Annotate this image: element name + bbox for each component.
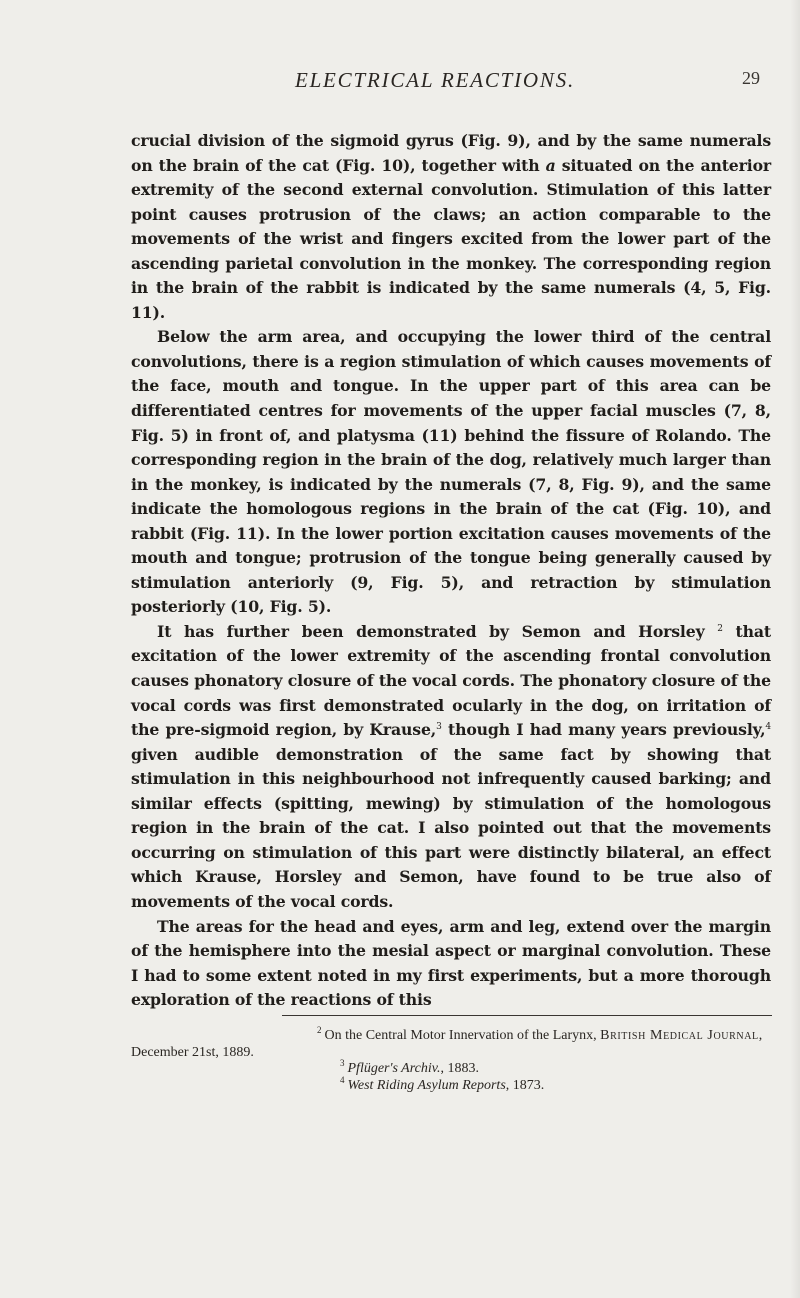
page-number: 29 xyxy=(742,68,760,88)
running-title: ELECTRICAL REACTIONS. xyxy=(294,68,576,92)
footnotes xyxy=(131,1025,771,1094)
footnote-ref[interactable]: 2 xyxy=(717,623,723,634)
footnote: $^3$ Pflüger's Archiv., 1883. xyxy=(340,1058,479,1076)
body-text xyxy=(131,129,771,1013)
footnote: $^4$ West Riding Asylum Reports, 1873. xyxy=(340,1074,545,1093)
paragraph: The areas for the head and eyes, arm and leg, extend over the margin of the hemisphere into the mesial aspect or marginal convolution. These I had to some extent noted in my first experiments, but a more thorough exploration of the reactions of this xyxy=(131,916,771,1010)
paragraph: Below the arm area, and occupying the lower third of the central convolutions, there is a region stimulation of which causes movements of the face, mouth and tongue. In the upper part of this area can be differentiated centres for movements of the upper facial muscles (7, 8, Fig. 5) in front of, and platysma (11) behind the fissure of Rolando. The corresponding region in the brain of the dog, relatively much larger than in the monkey, is indicated by the numerals (7, 8, Fig. 9), and the same indicate the homologous regions in the brain of the cat (Fig. 10), and rabbit (Fig. 11). In the lower portion excitation causes movements of the mouth and tongue; protrusion of the tongue being generally caused by stimulation anteriorly (9, Fig. 5), and retraction by stimulation posteriorly (10, Fig. 5). xyxy=(131,327,771,617)
footnote-divider xyxy=(282,1015,772,1016)
paragraph: crucial division of the sigmoid gyrus (Fig. 9), and by the same numerals on the brain of the cat (Fig. 10), together with a situated on the anterior extremity of the second external convolution. Stimulation of this latter point causes protrusion of the claws; an action comparable to the movements of the wrist and fingers excited from the lower part of the ascending parietal convolution in the monkey. The corresponding region in the brain of the rabbit is indicated by the same numerals (4, 5, Fig. 11). xyxy=(131,131,771,322)
paragraph: It has further been demonstrated by Semon and Horsley $^2$ that excitation of the lower extremity of the ascending frontal convolution causes phonatory closure of the vocal cords. The phonatory closure of the vocal cords was first demonstrated ocularly in the dog, on irritation of the pre-sigmoid region, by Krause,$^3$ though I had many years previously,$^4$ given audible demonstration of the same fact by showing that stimulation in this neighbourhood not infrequently caused barking; and similar effects (spitting, mewing) by stimulation of the homologous region in the brain of the cat. I also pointed out that the movements occurring on stimulation of this part were distinctly bilateral, an effect which Krause, Horsley and Semon, have found to be true also of movements of the vocal cords. xyxy=(131,621,772,911)
page-edge-shadow xyxy=(790,0,800,1298)
footnote-ref[interactable]: 3 xyxy=(436,721,442,732)
footnote-ref[interactable]: 4 xyxy=(765,721,771,732)
page-header xyxy=(0,68,800,118)
footnote: $^2$ On the Central Motor Innervation of the Larynx, British Medical Journal, December 21st, 1889. xyxy=(131,1025,763,1060)
